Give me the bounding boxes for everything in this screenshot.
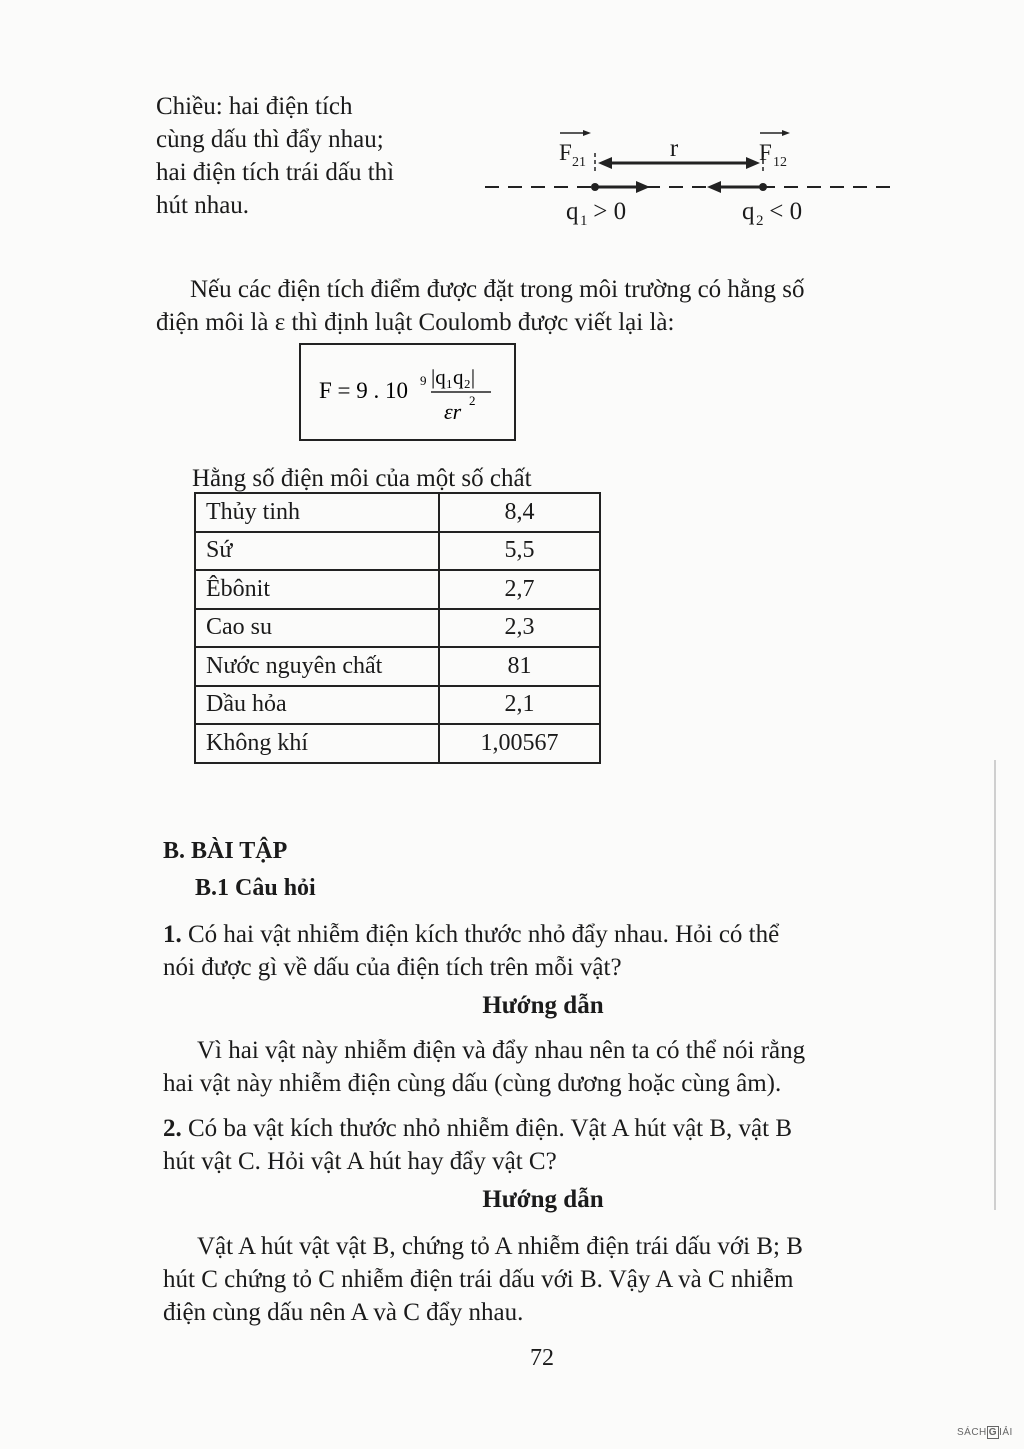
material-value: 2,3 — [439, 609, 600, 648]
formula-denominator: εr — [444, 399, 462, 424]
table-row — [195, 647, 600, 686]
table-row — [195, 686, 600, 725]
distance-label: r — [669, 135, 679, 162]
q1-subscript: 1 — [580, 213, 588, 229]
material-value: 5,5 — [439, 532, 600, 571]
force-arrow-q2-head — [707, 181, 721, 193]
formula-exponent: 9 — [420, 373, 427, 388]
material-name: Êbônit — [195, 570, 439, 609]
q2-condition: < 0 — [763, 198, 803, 225]
vector-arrowhead-21 — [583, 130, 591, 136]
answer-2-line-2: hút C chứng tỏ C nhiễm điện trái dấu với B. Vậy A và C nhiễm — [163, 1266, 794, 1293]
formula-denominator-exponent: 2 — [469, 393, 476, 408]
q2-subscript: 2 — [756, 213, 764, 229]
force-arrow-q1-head — [636, 181, 650, 193]
answer-1-line-2: hai vật này nhiễm điện cùng dấu (cùng dương hoặc cùng âm). — [163, 1070, 782, 1097]
question-2 — [163, 1112, 923, 1178]
direction-line-2: cùng dấu thì đẩy nhau; — [156, 126, 384, 153]
table-row — [195, 493, 600, 532]
q1-label — [566, 198, 626, 229]
material-value: 2,7 — [439, 570, 600, 609]
table-row — [195, 724, 600, 763]
intro-line-1: Nếu các điện tích điểm được đặt trong môi trường có hằng số — [190, 276, 805, 303]
formula-numerator: |q₁q₂| — [431, 365, 476, 389]
distance-arrow-left — [598, 157, 612, 169]
force-12-symbol: F — [759, 140, 772, 165]
material-name: Thủy tinh — [195, 493, 439, 532]
coulomb-force-diagram — [470, 115, 910, 240]
page-number: 72 — [530, 1345, 554, 1371]
intro-line-2: điện môi là ε thì định luật Coulomb được viết lại là: — [156, 309, 675, 336]
question-2-line-2: hút vật C. Hỏi vật A hút hay đẩy vật C? — [163, 1148, 557, 1175]
material-value: 1,00567 — [439, 724, 600, 763]
question-1-line-1 — [163, 918, 923, 951]
material-value: 8,4 — [439, 493, 600, 532]
dielectric-constants-table — [194, 492, 601, 764]
logo-text-left: SÁCH — [957, 1427, 987, 1438]
material-name: Sứ — [195, 532, 439, 571]
force-21-subscript: 21 — [572, 155, 586, 170]
force-21-label — [559, 130, 591, 170]
material-value: 2,1 — [439, 686, 600, 725]
q2-label — [742, 198, 802, 229]
answer-1 — [163, 1034, 923, 1100]
direction-line-4: hút nhau. — [156, 192, 250, 219]
guide-heading-2: Hướng dẫn — [482, 1186, 604, 1213]
coulomb-formula-box — [299, 343, 516, 441]
material-name: Không khí — [195, 724, 439, 763]
material-name: Dầu hỏa — [195, 686, 439, 725]
force-12-subscript: 12 — [773, 155, 787, 170]
formula-lhs: F = 9 . 10 — [319, 378, 409, 403]
subsection-heading: B.1 Câu hỏi — [195, 875, 316, 901]
answer-2-line-1: Vật A hút vật vật B, chứng tỏ A nhiễm điện trái dấu với B; B — [197, 1233, 803, 1260]
intro-paragraph — [156, 273, 926, 339]
question-number: 1. — [163, 921, 182, 948]
guide-heading-1: Hướng dẫn — [482, 992, 604, 1019]
table-row — [195, 609, 600, 648]
material-name: Cao su — [195, 609, 439, 648]
direction-paragraph — [156, 90, 456, 222]
direction-line-3: hai điện tích trái dấu thì — [156, 159, 395, 186]
material-value: 81 — [439, 647, 600, 686]
direction-line-1: Chiều: hai điện tích — [156, 93, 353, 120]
answer-2 — [163, 1230, 923, 1329]
force-12-label — [759, 130, 790, 170]
logo-text-right: IẢI — [999, 1427, 1013, 1438]
table-row — [195, 570, 600, 609]
distance-arrow-right — [746, 157, 760, 169]
q1-symbol: q — [566, 198, 579, 225]
table-caption: Hằng số điện môi của một số chất — [192, 465, 532, 492]
question-1-line-2: nói được gì về dấu của điện tích trên mỗi vật? — [163, 954, 622, 981]
material-name: Nước nguyên chất — [195, 647, 439, 686]
question-number: 2. — [163, 1115, 182, 1142]
answer-2-line-3: điện cùng dấu nên A và C đẩy nhau. — [163, 1299, 524, 1326]
q1-condition: > 0 — [587, 198, 627, 225]
coulomb-formula — [301, 345, 514, 439]
question-2-text: Có ba vật kích thước nhỏ nhiễm điện. Vật A hút vật B, vật B — [181, 1115, 793, 1142]
site-logo — [957, 1426, 1013, 1439]
q2-symbol: q — [742, 198, 755, 225]
table-row — [195, 532, 600, 571]
force-21-symbol: F — [559, 140, 572, 165]
section-heading: B. BÀI TẬP — [163, 838, 288, 864]
question-2-line-1 — [163, 1112, 923, 1145]
vector-arrowhead-12 — [782, 130, 790, 136]
answer-1-line-1: Vì hai vật này nhiễm điện và đẩy nhau nên ta có thể nói rằng — [197, 1037, 806, 1064]
question-1-text: Có hai vật nhiễm điện kích thước nhỏ đẩy nhau. Hỏi có thể — [181, 921, 780, 948]
logo-box: G — [988, 1427, 998, 1438]
scan-edge-line — [994, 760, 996, 1210]
question-1 — [163, 918, 923, 984]
